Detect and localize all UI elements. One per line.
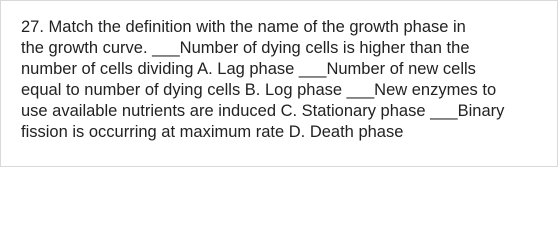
question-line-6: fission is occurring at maximum rate D. Death phase [21,123,404,141]
question-line-1: 27. Match the definition with the name of the growth phase in [21,18,466,36]
question-line-3: number of cells dividing A. Lag phase ___Number of new cells [21,60,476,78]
question-text [21,17,547,143]
question-line-5: use available nutrients are induced C. Stationary phase ___Binary [21,102,505,120]
question-line-2: the growth curve. ___Number of dying cells is higher than the [21,39,470,57]
question-line-4: equal to number of dying cells B. Log phase ___New enzymes to [21,81,497,99]
